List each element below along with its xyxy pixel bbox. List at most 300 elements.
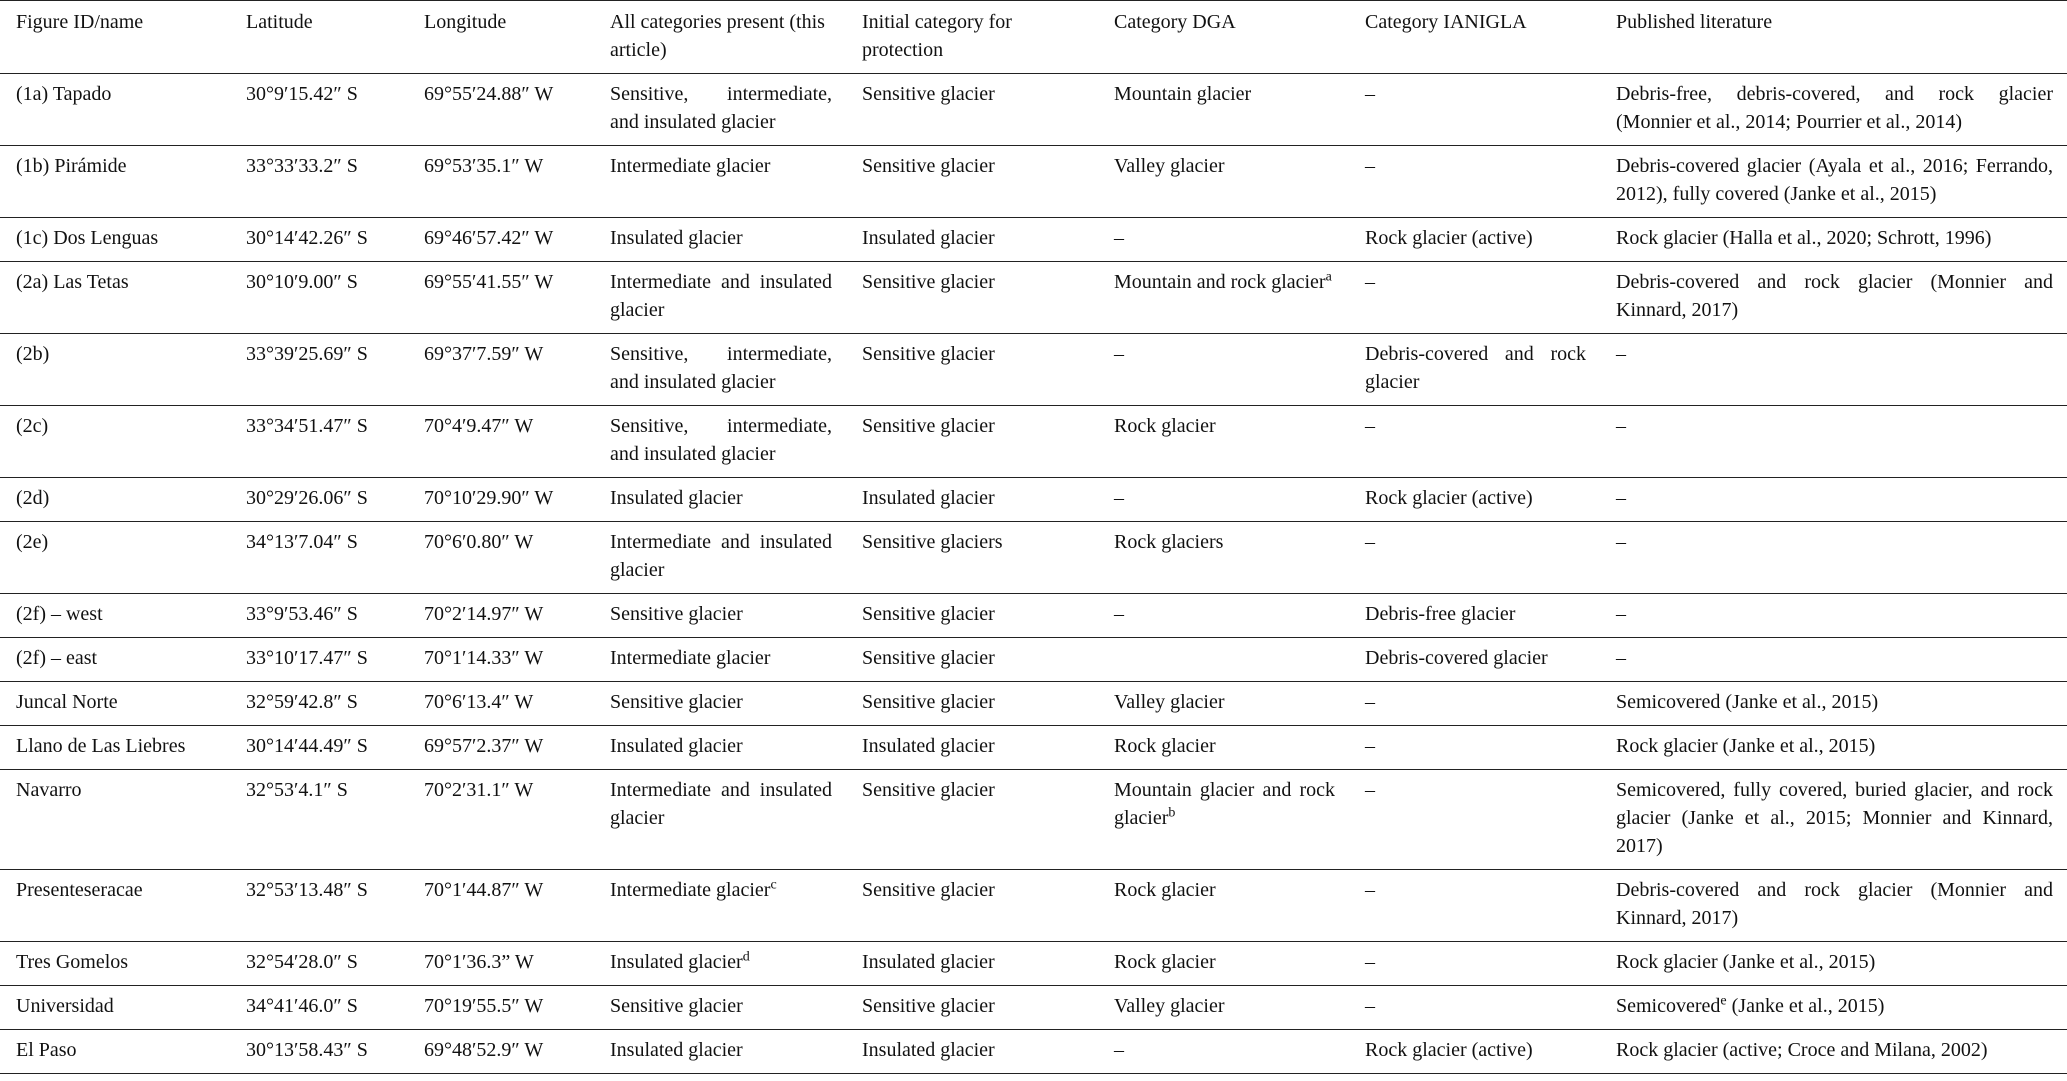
cell-category-ianigla-text: – [1365,83,1375,105]
cell-latitude [230,682,408,726]
cell-published-literature-text: Semicovered [1616,995,1721,1017]
cell-all-categories [594,726,846,770]
cell-category-dga-text: Mountain glacier [1114,83,1252,105]
cell-category-dga [1098,522,1349,594]
footnote-marker: a [1325,269,1332,285]
cell-initial-category-text: Sensitive glacier [862,83,995,105]
cell-category-dga [1098,638,1349,682]
cell-figure-id-text: (2e) [16,531,49,553]
cell-longitude [408,74,594,146]
cell-category-dga [1098,218,1349,262]
cell-category-dga [1098,74,1349,146]
cell-initial-category [846,146,1098,218]
cell-longitude-text: 69°57′2.37″ W [424,735,544,757]
cell-figure-id [0,74,230,146]
cell-all-categories-text: Intermediate and insulated glacier [610,531,832,581]
cell-initial-category-text: Insulated glacier [862,227,995,249]
cell-category-ianigla-text: – [1365,155,1375,177]
cell-published-literature-text: Semicovered (Janke et al., 2015) [1616,691,1879,713]
cell-published-literature-text: Rock glacier (Halla et al., 2020; Schrott, 1996) [1616,227,1992,249]
cell-figure-id [0,986,230,1030]
cell-category-ianigla-text: Rock glacier (active) [1365,487,1533,509]
cell-category-ianigla [1349,334,1600,406]
cell-category-dga [1098,682,1349,726]
cell-latitude [230,870,408,942]
cell-all-categories [594,406,846,478]
cell-figure-id-text: Navarro [16,779,82,801]
cell-all-categories-text: Sensitive, intermediate, and insulated glacier [610,83,832,133]
cell-figure-id [0,942,230,986]
cell-figure-id-text: Universidad [16,995,114,1017]
cell-published-literature-text: – [1616,415,1626,437]
cell-figure-id [0,406,230,478]
cell-latitude [230,942,408,986]
footnote-marker: e [1720,993,1727,1009]
cell-published-literature [1600,74,2067,146]
table-row [0,1030,2067,1074]
table-row [0,522,2067,594]
cell-figure-id [0,262,230,334]
cell-latitude-text: 30°29′26.06″ S [246,487,368,509]
cell-all-categories-text: Insulated glacier [610,487,743,509]
cell-category-ianigla [1349,594,1600,638]
cell-latitude-text: 32°59′42.8″ S [246,691,358,713]
cell-all-categories-text: Insulated glacier [610,227,743,249]
cell-published-literature-text: – [1616,647,1626,669]
cell-longitude-text: 69°55′41.55″ W [424,271,554,293]
header-all-categories: All categories present (this article) [594,1,846,74]
cell-longitude-text: 70°6′0.80″ W [424,531,534,553]
cell-figure-id-text: Juncal Norte [16,691,118,713]
cell-all-categories [594,870,846,942]
table-row [0,74,2067,146]
cell-longitude-text: 70°19′55.5″ W [424,995,544,1017]
cell-category-dga-text: Rock glaciers [1114,531,1224,553]
cell-latitude [230,638,408,682]
cell-all-categories-text: Insulated glacier [610,1039,743,1061]
cell-initial-category [846,334,1098,406]
cell-published-literature [1600,682,2067,726]
cell-latitude-text: 32°53′4.1″ S [246,779,348,801]
cell-figure-id-text: Llano de Las Liebres [16,735,186,757]
cell-published-literature [1600,1030,2067,1074]
cell-category-ianigla-text: – [1365,415,1375,437]
cell-latitude [230,726,408,770]
header-longitude: Longitude [408,1,594,74]
cell-initial-category-text: Sensitive glacier [862,879,995,901]
cell-initial-category [846,594,1098,638]
cell-category-ianigla-text: Debris-free glacier [1365,603,1516,625]
cell-initial-category-text: Sensitive glacier [862,415,995,437]
cell-published-literature [1600,870,2067,942]
cell-figure-id-text: (2f) – east [16,647,98,669]
cell-published-literature-tail: (Janke et al., 2015) [1726,995,1885,1017]
cell-category-dga [1098,262,1349,334]
header-figure-id: Figure ID/name [0,1,230,74]
cell-figure-id-text: (1a) Tapado [16,83,112,105]
cell-all-categories [594,942,846,986]
cell-category-dga-text: Valley glacier [1114,155,1225,177]
cell-latitude [230,522,408,594]
cell-all-categories-text: Sensitive, intermediate, and insulated glacier [610,415,832,465]
cell-category-ianigla [1349,770,1600,870]
cell-category-ianigla [1349,986,1600,1030]
cell-initial-category-text: Sensitive glacier [862,603,995,625]
cell-all-categories [594,478,846,522]
cell-initial-category [846,942,1098,986]
table-row [0,770,2067,870]
table-row [0,594,2067,638]
cell-all-categories-text: Sensitive glacier [610,691,743,713]
cell-published-literature-text: – [1616,603,1626,625]
cell-figure-id-text: Tres Gomelos [16,951,129,973]
cell-initial-category-text: Sensitive glacier [862,271,995,293]
cell-published-literature-text: – [1616,487,1626,509]
cell-longitude [408,682,594,726]
cell-published-literature [1600,218,2067,262]
cell-all-categories-text: Sensitive glacier [610,603,743,625]
cell-longitude-text: 70°6′13.4″ W [424,691,534,713]
cell-all-categories-text: Sensitive, intermediate, and insulated glacier [610,343,832,393]
cell-longitude-text: 70°1′14.33″ W [424,647,544,669]
cell-initial-category [846,1030,1098,1074]
cell-figure-id-text: El Paso [16,1039,77,1061]
cell-published-literature [1600,262,2067,334]
cell-category-dga-text: Rock glacier [1114,879,1216,901]
table-row [0,870,2067,942]
cell-category-dga [1098,726,1349,770]
cell-initial-category-text: Insulated glacier [862,951,995,973]
cell-category-ianigla-text: – [1365,271,1375,293]
cell-published-literature-text: Debris-free, debris-covered, and rock glacier (Monnier et al., 2014; Pourrier et al., 2014) [1616,83,2053,133]
cell-latitude [230,218,408,262]
cell-published-literature-text: Rock glacier (Janke et al., 2015) [1616,951,1876,973]
cell-initial-category [846,726,1098,770]
cell-initial-category [846,262,1098,334]
cell-category-ianigla [1349,522,1600,594]
cell-initial-category [846,770,1098,870]
cell-published-literature [1600,726,2067,770]
cell-category-ianigla [1349,74,1600,146]
cell-figure-id-text: (1c) Dos Lenguas [16,227,159,249]
cell-latitude [230,262,408,334]
cell-figure-id-text: (1b) Pirámide [16,155,127,177]
cell-latitude [230,146,408,218]
cell-longitude-text: 70°4′9.47″ W [424,415,534,437]
cell-category-ianigla-text: – [1365,879,1375,901]
cell-figure-id-text: (2b) [16,343,50,365]
cell-initial-category-text: Sensitive glacier [862,647,995,669]
cell-category-dga [1098,594,1349,638]
cell-figure-id [0,870,230,942]
cell-all-categories [594,74,846,146]
cell-figure-id [0,1030,230,1074]
cell-figure-id [0,770,230,870]
cell-all-categories [594,986,846,1030]
cell-latitude-text: 30°10′9.00″ S [246,271,358,293]
cell-initial-category-text: Insulated glacier [862,1039,995,1061]
table-row [0,334,2067,406]
cell-all-categories-text: Insulated glacier [610,951,743,973]
cell-initial-category-text: Sensitive glacier [862,779,995,801]
cell-initial-category [846,522,1098,594]
cell-category-dga [1098,986,1349,1030]
cell-all-categories [594,218,846,262]
cell-published-literature [1600,146,2067,218]
cell-longitude [408,942,594,986]
cell-figure-id [0,478,230,522]
cell-all-categories-text: Sensitive glacier [610,995,743,1017]
cell-category-dga [1098,770,1349,870]
cell-figure-id [0,218,230,262]
cell-latitude-text: 33°39′25.69″ S [246,343,368,365]
cell-category-ianigla-text: – [1365,951,1375,973]
cell-published-literature-text: – [1616,531,1626,553]
cell-category-ianigla-text: – [1365,691,1375,713]
cell-longitude [408,770,594,870]
cell-category-dga [1098,334,1349,406]
table-row [0,726,2067,770]
cell-initial-category [846,986,1098,1030]
table-row [0,218,2067,262]
cell-category-ianigla [1349,942,1600,986]
cell-all-categories-text: Intermediate and insulated glacier [610,271,832,321]
cell-latitude [230,770,408,870]
table-row [0,638,2067,682]
cell-published-literature-text: – [1616,343,1626,365]
cell-latitude-text: 33°33′33.2″ S [246,155,358,177]
cell-longitude [408,146,594,218]
cell-figure-id [0,146,230,218]
cell-all-categories-text: Intermediate glacier [610,879,771,901]
cell-longitude-text: 69°53′35.1″ W [424,155,544,177]
cell-initial-category-text: Insulated glacier [862,735,995,757]
cell-figure-id [0,334,230,406]
cell-longitude [408,218,594,262]
cell-latitude-text: 34°13′7.04″ S [246,531,358,553]
cell-category-dga [1098,1030,1349,1074]
cell-figure-id-text: (2c) [16,415,49,437]
cell-longitude [408,986,594,1030]
table-row [0,478,2067,522]
footnote-marker: d [742,949,750,965]
cell-all-categories-text: Intermediate glacier [610,647,771,669]
footnote-marker: c [770,877,777,893]
cell-initial-category [846,638,1098,682]
cell-latitude-text: 30°14′42.26″ S [246,227,368,249]
cell-category-dga-text: – [1114,343,1124,365]
cell-category-dga [1098,870,1349,942]
cell-all-categories [594,770,846,870]
cell-published-literature-text: Debris-covered glacier (Ayala et al., 2016; Ferrando, 2012), fully covered (Janke et al., 2015) [1616,155,2053,205]
cell-category-dga-text: Rock glacier [1114,735,1216,757]
cell-category-ianigla-text: – [1365,735,1375,757]
cell-category-ianigla-text: – [1365,995,1375,1017]
cell-category-dga-text: – [1114,603,1124,625]
cell-all-categories-text: Intermediate and insulated glacier [610,779,832,829]
cell-category-ianigla-text: – [1365,779,1375,801]
cell-published-literature [1600,478,2067,522]
cell-category-ianigla [1349,870,1600,942]
cell-category-dga [1098,146,1349,218]
cell-category-ianigla-text: Rock glacier (active) [1365,1039,1533,1061]
cell-longitude [408,522,594,594]
cell-category-ianigla [1349,218,1600,262]
cell-initial-category-text: Sensitive glaciers [862,531,1003,553]
cell-latitude [230,334,408,406]
cell-all-categories [594,594,846,638]
cell-published-literature [1600,986,2067,1030]
footnote-marker: b [1168,805,1176,821]
cell-longitude-text: 69°37′7.59″ W [424,343,544,365]
table-row [0,262,2067,334]
cell-category-dga-text: Rock glacier [1114,415,1216,437]
cell-category-ianigla [1349,146,1600,218]
cell-published-literature-text: Semicovered, fully covered, buried glacier, and rock glacier (Janke et al., 2015; Monnier and Kinnard, 2017) [1616,779,2053,857]
cell-category-ianigla-text: Rock glacier (active) [1365,227,1533,249]
cell-category-ianigla-text: – [1365,531,1375,553]
table-row [0,406,2067,478]
cell-category-ianigla [1349,406,1600,478]
cell-figure-id-text: (2d) [16,487,50,509]
cell-latitude [230,986,408,1030]
cell-longitude-text: 69°55′24.88″ W [424,83,554,105]
cell-published-literature [1600,594,2067,638]
cell-published-literature [1600,406,2067,478]
cell-initial-category [846,478,1098,522]
cell-all-categories [594,146,846,218]
cell-category-ianigla [1349,262,1600,334]
cell-longitude-text: 69°46′57.42″ W [424,227,554,249]
cell-longitude-text: 69°48′52.9″ W [424,1039,544,1061]
cell-initial-category-text: Sensitive glacier [862,155,995,177]
cell-longitude [408,406,594,478]
cell-longitude [408,334,594,406]
table-row [0,986,2067,1030]
cell-longitude [408,726,594,770]
cell-figure-id [0,726,230,770]
cell-latitude-text: 33°34′51.47″ S [246,415,368,437]
cell-latitude-text: 32°54′28.0″ S [246,951,358,973]
cell-longitude [408,870,594,942]
cell-category-dga-text: – [1114,227,1124,249]
header-category-dga: Category DGA [1098,1,1349,74]
cell-initial-category [846,870,1098,942]
cell-longitude-text: 70°2′31.1″ W [424,779,534,801]
cell-published-literature-text: Debris-covered and rock glacier (Monnier and Kinnard, 2017) [1616,879,2053,929]
cell-category-ianigla [1349,638,1600,682]
cell-category-ianigla [1349,1030,1600,1074]
cell-published-literature [1600,334,2067,406]
cell-published-literature-text: Rock glacier (Janke et al., 2015) [1616,735,1876,757]
cell-longitude [408,638,594,682]
cell-longitude [408,1030,594,1074]
cell-latitude-text: 33°10′17.47″ S [246,647,368,669]
cell-initial-category [846,74,1098,146]
cell-initial-category-text: Sensitive glacier [862,343,995,365]
cell-initial-category-text: Sensitive glacier [862,691,995,713]
cell-all-categories-text: Insulated glacier [610,735,743,757]
cell-category-ianigla [1349,726,1600,770]
cell-latitude [230,1030,408,1074]
cell-published-literature-text: Rock glacier (active; Croce and Milana, 2002) [1616,1039,1988,1061]
cell-all-categories [594,682,846,726]
table-row [0,942,2067,986]
cell-latitude-text: 34°41′46.0″ S [246,995,358,1017]
header-row [0,1,2067,74]
cell-all-categories [594,638,846,682]
cell-longitude [408,262,594,334]
cell-published-literature [1600,522,2067,594]
cell-latitude [230,478,408,522]
cell-figure-id-text: (2f) – west [16,603,103,625]
cell-latitude-text: 32°53′13.48″ S [246,879,368,901]
cell-all-categories [594,334,846,406]
cell-all-categories [594,1030,846,1074]
header-published-literature: Published literature [1600,1,2067,74]
cell-longitude [408,594,594,638]
table-body [0,74,2067,1074]
cell-figure-id [0,682,230,726]
cell-category-dga-text: Mountain glacier and rock glacier [1114,779,1335,829]
cell-category-ianigla [1349,478,1600,522]
header-initial-category: Initial category for protection [846,1,1098,74]
cell-category-ianigla [1349,682,1600,726]
cell-all-categories-text: Intermediate glacier [610,155,771,177]
cell-latitude-text: 30°13′58.43″ S [246,1039,368,1061]
cell-longitude-text: 70°1′36.3” W [424,951,534,973]
cell-longitude-text: 70°1′44.87″ W [424,879,544,901]
cell-initial-category [846,682,1098,726]
cell-figure-id [0,522,230,594]
header-latitude: Latitude [230,1,408,74]
cell-longitude-text: 70°10′29.90″ W [424,487,554,509]
cell-category-dga-text: Rock glacier [1114,951,1216,973]
cell-published-literature [1600,942,2067,986]
table-row [0,146,2067,218]
cell-published-literature [1600,770,2067,870]
cell-initial-category [846,406,1098,478]
cell-figure-id [0,594,230,638]
cell-figure-id-text: Presenteseracae [16,879,143,901]
cell-category-ianigla-text: Debris-covered and rock glacier [1365,343,1586,393]
cell-all-categories [594,522,846,594]
cell-latitude [230,406,408,478]
cell-longitude [408,478,594,522]
cell-category-dga-text: Mountain and rock glacier [1114,271,1326,293]
cell-category-dga [1098,406,1349,478]
header-category-ianigla: Category IANIGLA [1349,1,1600,74]
cell-latitude-text: 30°14′44.49″ S [246,735,368,757]
cell-latitude [230,74,408,146]
cell-initial-category-text: Insulated glacier [862,487,995,509]
cell-category-dga [1098,478,1349,522]
cell-category-dga-text: Valley glacier [1114,995,1225,1017]
cell-category-dga-text: Valley glacier [1114,691,1225,713]
cell-published-literature [1600,638,2067,682]
cell-latitude [230,594,408,638]
cell-figure-id-text: (2a) Las Tetas [16,271,129,293]
cell-longitude-text: 70°2′14.97″ W [424,603,544,625]
cell-latitude-text: 30°9′15.42″ S [246,83,358,105]
cell-initial-category-text: Sensitive glacier [862,995,995,1017]
cell-figure-id [0,638,230,682]
cell-category-dga [1098,942,1349,986]
cell-all-categories [594,262,846,334]
table-row [0,682,2067,726]
cell-initial-category [846,218,1098,262]
cell-published-literature-text: Debris-covered and rock glacier (Monnier and Kinnard, 2017) [1616,271,2053,321]
